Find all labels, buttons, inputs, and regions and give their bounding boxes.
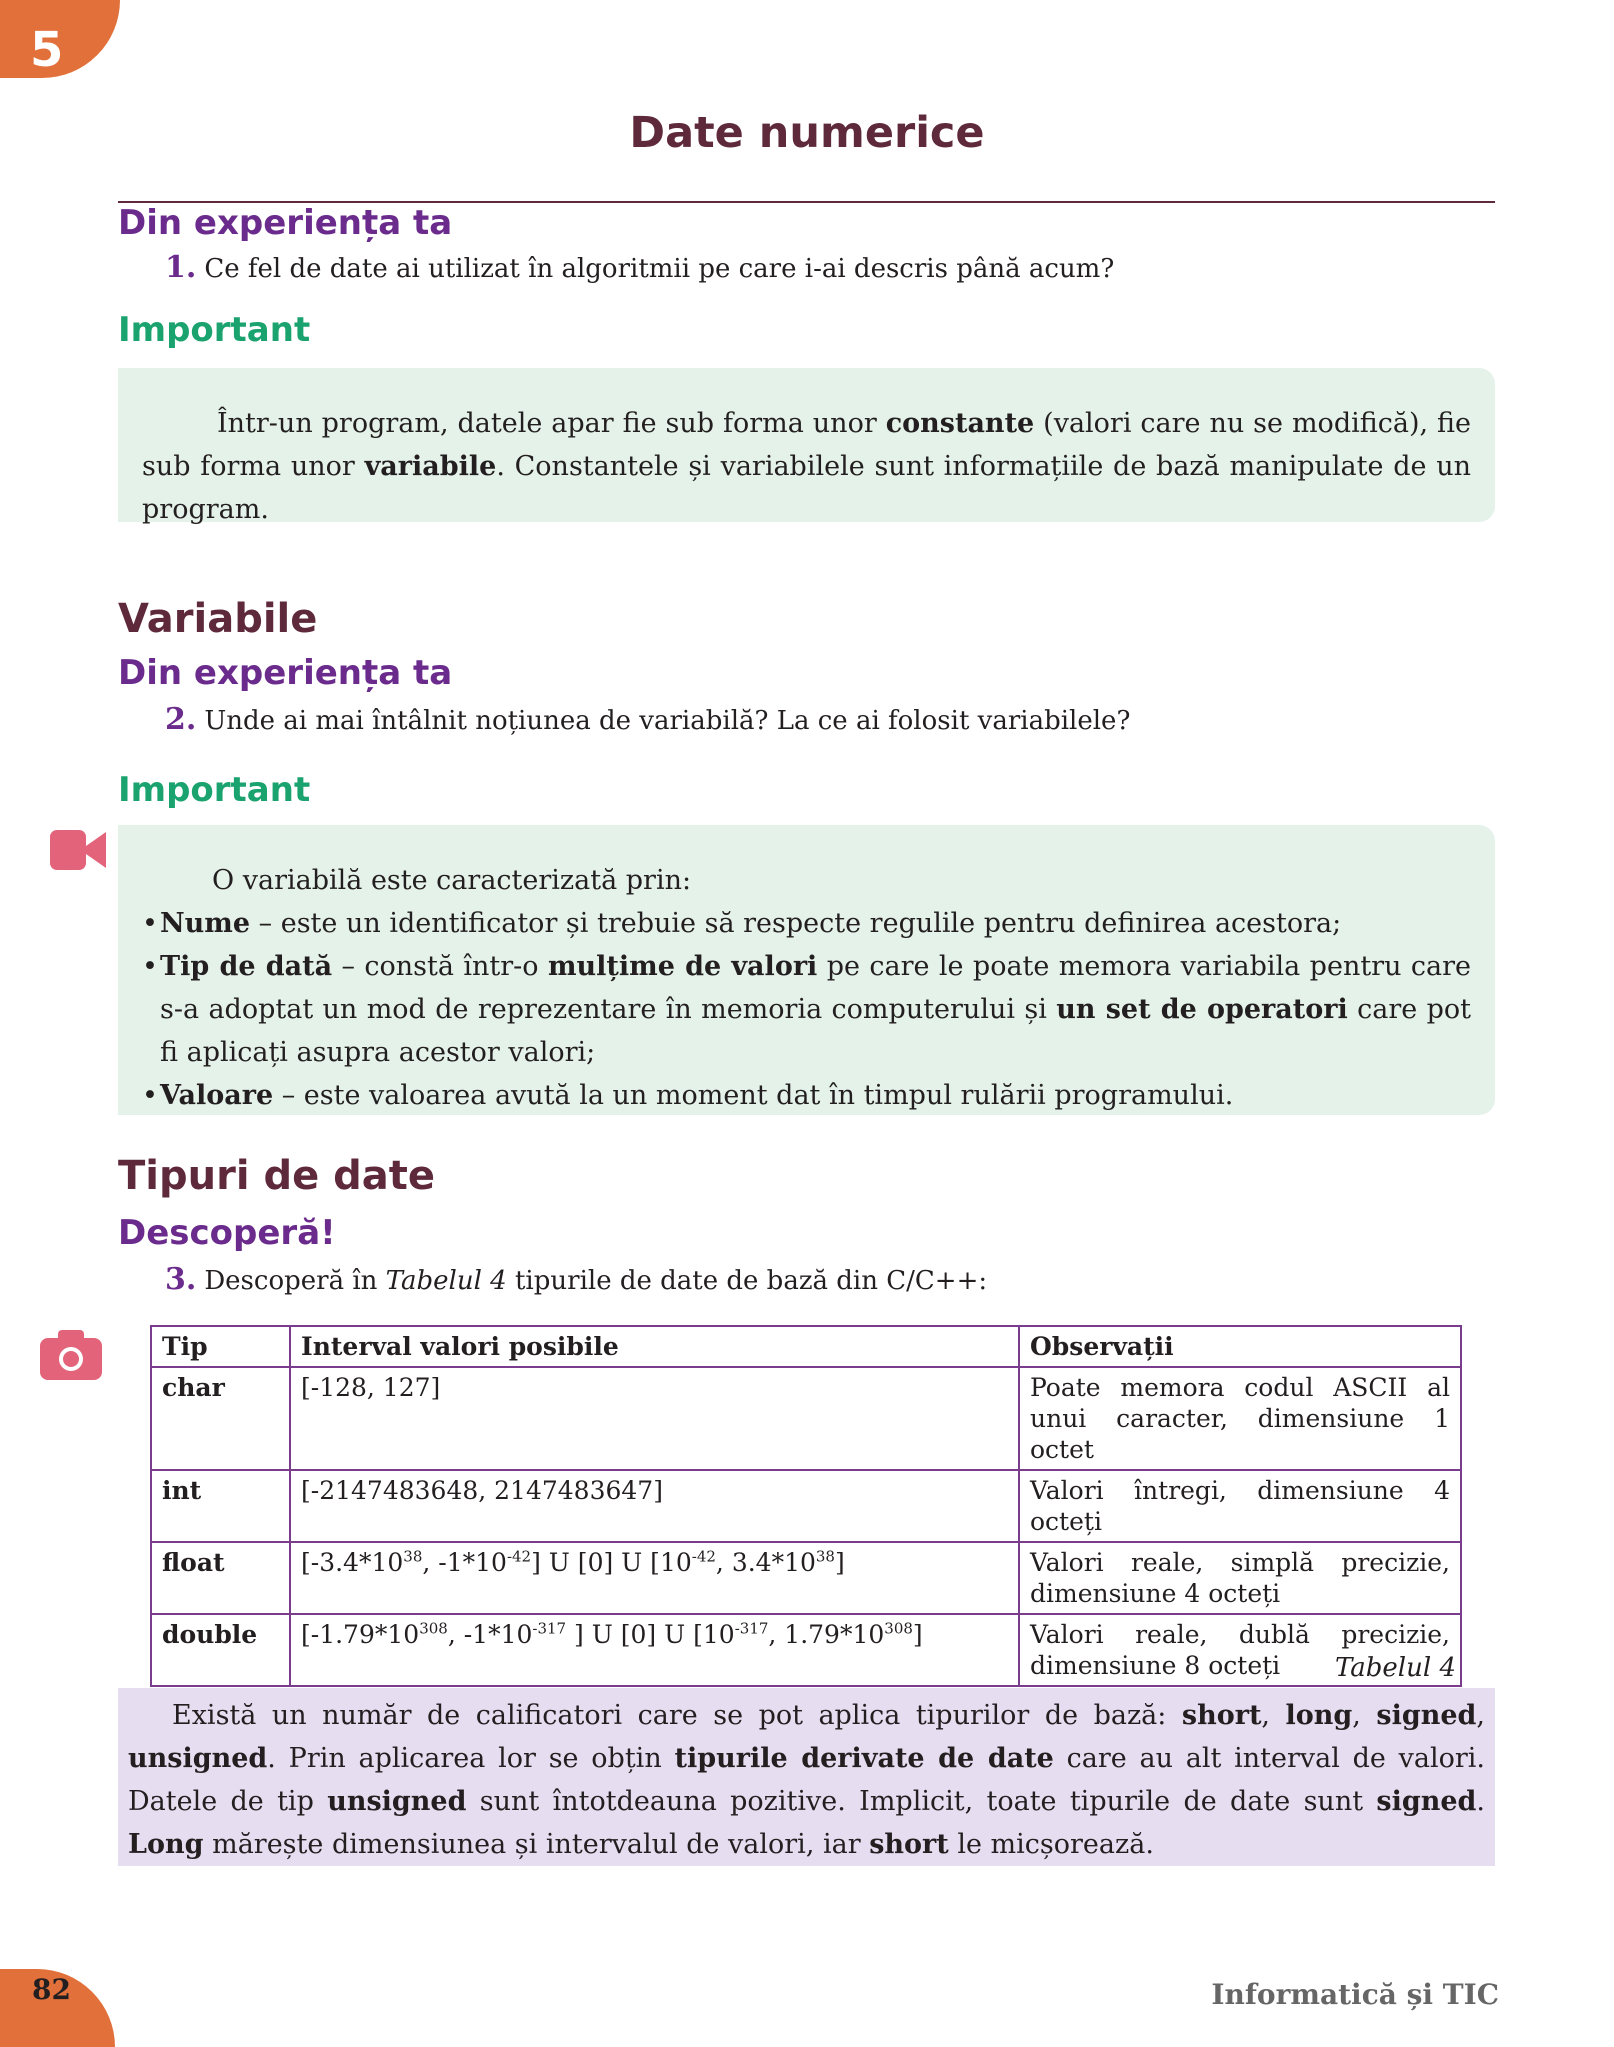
section1-heading: Din experiența ta (118, 203, 453, 243)
list-item: • Valoare – este valoarea avută la un moment dat în timpul rulării programului. (118, 1074, 1471, 1117)
video-camera-icon[interactable] (50, 828, 106, 872)
question-3: 3. Descoperă în Tabelul 4 tipurile de date de bază din C/C++: (165, 1262, 988, 1297)
question-2 (165, 702, 1130, 737)
important-box-1 (118, 368, 1495, 525)
cell-observation: Valori întregi, dimensiune 4 octeți (1019, 1470, 1461, 1542)
list-item: • Tip de dată – constă într-o mulțime de valori pe care le poate memora variabila pentru care s-a adoptat un mod de reprezentare în memoria computerului și un set de operatori care pot fi aplicați asupra acestor valori; (118, 945, 1471, 1074)
important-box-2 (118, 825, 1495, 1115)
cell-observation: Valori reale, dublă precizie, dimensiune 8 octeți (1019, 1614, 1461, 1686)
table-row (151, 1470, 1461, 1542)
cell-type: int (151, 1470, 290, 1542)
important-box-1-text: Într-un program, datele apar fie sub forma unor constante (valori care nu se modifică), fie sub forma unor variabile. Constantele și variabilele sunt informațiile de bază manipulate de un program. (142, 408, 1472, 525)
page-title: Date numerice (629, 108, 985, 158)
column-header-observatii: Observații (1019, 1326, 1461, 1367)
book-title: Informatică și TIC (1211, 1978, 1499, 2011)
question-3-number: 3. (165, 1262, 197, 1297)
qualifiers-box (118, 1688, 1495, 1866)
cell-type: float (151, 1542, 290, 1614)
cell-observation: Poate memora codul ASCII al unui caracter, dimensiune 1 octet (1019, 1367, 1461, 1470)
column-header-interval: Interval valori posibile (290, 1326, 1019, 1367)
tipuri-de-date-title: Tipuri de date (118, 1153, 436, 1199)
table-row (151, 1367, 1461, 1470)
table-row (151, 1614, 1461, 1686)
cell-type: char (151, 1367, 290, 1470)
variabile-title: Variabile (118, 596, 318, 642)
page-number: 82 (32, 1973, 71, 2006)
question-1 (165, 250, 1114, 285)
variable-properties-list (118, 902, 1471, 1117)
chapter-number: 5 (30, 22, 64, 78)
cell-range: [$-3.4*10^{38}$, $-1*10^{-42}$] U [0] U [$10^{-42}$, $3.4*10^{38}$] (290, 1542, 1019, 1614)
table-header-row (151, 1326, 1461, 1367)
important-label-2: Important (118, 770, 311, 810)
section2-heading: Din experiența ta (118, 653, 453, 693)
question-1-text: Ce fel de date ai utilizat în algoritmii pe care i-ai descris până acum? (204, 254, 1115, 284)
qualifiers-text: Există un număr de calificatori care se pot aplica tipurilor de bază: short, long, signed, unsigned. Prin aplicarea lor se obțin tipurile derivate de date care au alt interval de valori. Datele de tip unsigned sunt întotdeauna pozitive. Implicit, toate tipurile de date sunt signed. Long mărește dimensiunea și intervalul de valori, iar short le micșorează. (128, 1700, 1486, 1860)
question-2-text: Unde ai mai întâlnit noțiunea de variabilă? La ce ai folosit variabilele? (204, 706, 1131, 736)
list-item: • Nume – este un identificator și trebuie să respecte regulile pentru definirea acestora; (118, 902, 1471, 945)
cell-range: [$-1.79*10^{308}$, $-1*10^{-317}$ ] U [0] U [$10^{-317}$, $1.79*10^{308}$] (290, 1614, 1019, 1686)
descopera-heading: Descoperă! (118, 1213, 336, 1253)
variable-intro: O variabilă este caracterizată prin: (212, 865, 692, 896)
cell-observation: Valori reale, simplă precizie, dimensiune 4 octeți (1019, 1542, 1461, 1614)
cell-type: double (151, 1614, 290, 1686)
column-header-tip: Tip (151, 1326, 290, 1367)
important-label-1: Important (118, 310, 311, 350)
cell-range: [-128, 127] (290, 1367, 1019, 1470)
table-caption: Tabelul 4 (1334, 1653, 1456, 1683)
question-1-number: 1. (165, 250, 197, 285)
camera-icon[interactable] (40, 1328, 102, 1380)
cell-range: [-2147483648, 2147483647] (290, 1470, 1019, 1542)
table-row (151, 1542, 1461, 1614)
data-types-table (150, 1325, 1462, 1687)
question-2-number: 2. (165, 702, 197, 737)
